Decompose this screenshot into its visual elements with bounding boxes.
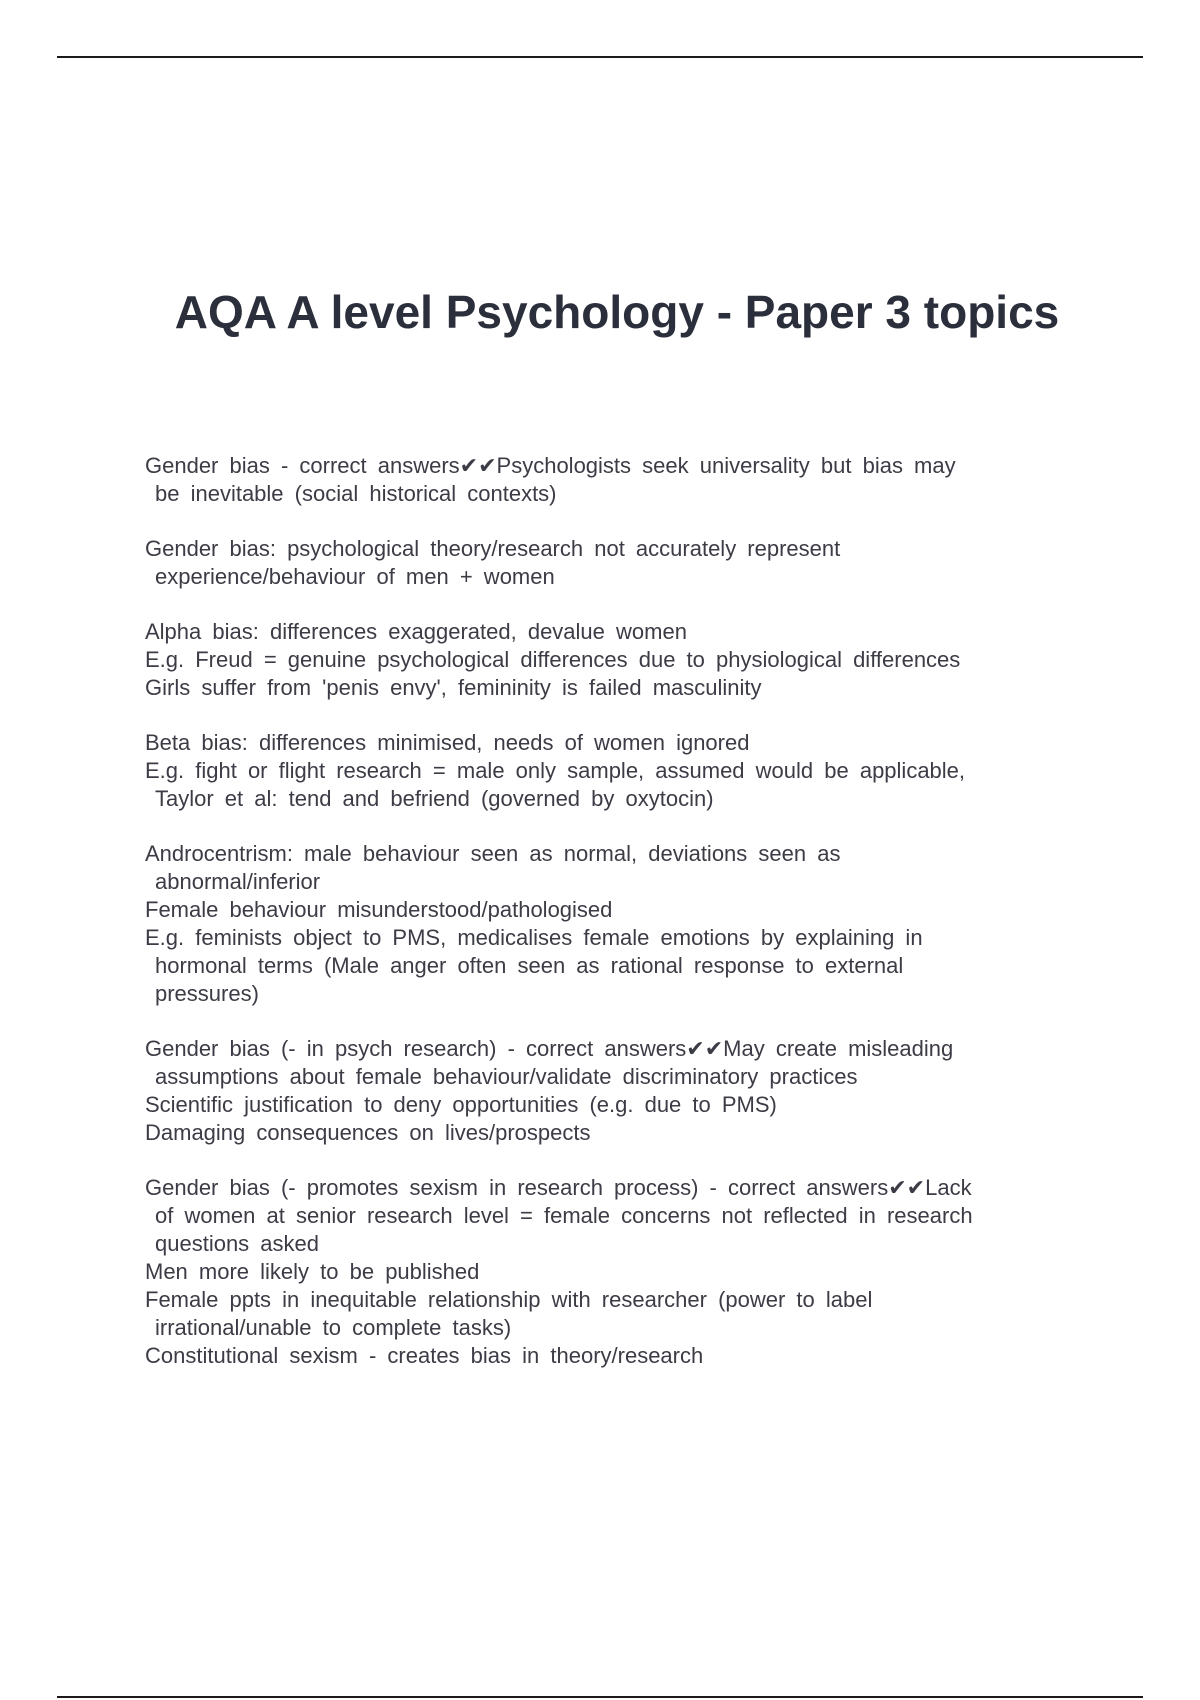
text-line: Androcentrism: male behaviour seen as normal, deviations seen as (145, 841, 841, 866)
text-line: E.g. fight or flight research = male only sample, assumed would be applicable, (145, 758, 966, 783)
text-line: Gender bias: psychological theory/research not accurately represent (145, 536, 841, 561)
text-line: Men more likely to be published (145, 1259, 480, 1284)
paragraph (145, 452, 1075, 508)
text-line: E.g. feminists object to PMS, medicalises female emotions by explaining in (145, 925, 923, 950)
text-line: Gender bias - correct answers✔✔Psychologists seek universality but bias may (145, 453, 956, 478)
text-line: irrational/unable to complete tasks) (155, 1315, 512, 1340)
text-line: Alpha bias: differences exaggerated, devalue women (145, 619, 687, 644)
text-line: Taylor et al: tend and befriend (governed by oxytocin) (155, 786, 714, 811)
paragraph (145, 535, 1075, 591)
text-line: E.g. Freud = genuine psychological differences due to physiological differences (145, 647, 961, 672)
page-title: AQA A level Psychology - Paper 3 topics (174, 286, 1060, 338)
text-line: be inevitable (social historical contexts) (155, 481, 557, 506)
top-rule (57, 56, 1143, 58)
text-line: Gender bias (- promotes sexism in research process) - correct answers✔✔Lack (145, 1175, 972, 1200)
bottom-rule (57, 1696, 1143, 1698)
document-body (145, 452, 1075, 1397)
paragraph (145, 1035, 1075, 1147)
text-line: hormonal terms (Male anger often seen as rational response to external (155, 953, 904, 978)
text-line: pressures) (155, 981, 259, 1006)
paragraph (145, 618, 1075, 702)
text-line: Female ppts in inequitable relationship with researcher (power to label (145, 1287, 873, 1312)
text-line: assumptions about female behaviour/validate discriminatory practices (155, 1064, 858, 1089)
text-line: of women at senior research level = female concerns not reflected in research (155, 1203, 973, 1228)
text-line: questions asked (155, 1231, 319, 1256)
text-line: Girls suffer from 'penis envy', femininity is failed masculinity (145, 675, 762, 700)
text-line: Scientific justification to deny opportunities (e.g. due to PMS) (145, 1092, 777, 1117)
paragraph (145, 840, 1075, 1008)
text-line: Damaging consequences on lives/prospects (145, 1120, 591, 1145)
text-line: Gender bias (- in psych research) - correct answers✔✔May create misleading (145, 1036, 954, 1061)
paragraph (145, 729, 1075, 813)
text-line: abnormal/inferior (155, 869, 321, 894)
text-line: Female behaviour misunderstood/pathologised (145, 897, 613, 922)
paragraph (145, 1174, 1075, 1370)
text-line: Beta bias: differences minimised, needs of women ignored (145, 730, 750, 755)
text-line: Constitutional sexism - creates bias in theory/research (145, 1343, 704, 1368)
text-line: experience/behaviour of men + women (155, 564, 555, 589)
